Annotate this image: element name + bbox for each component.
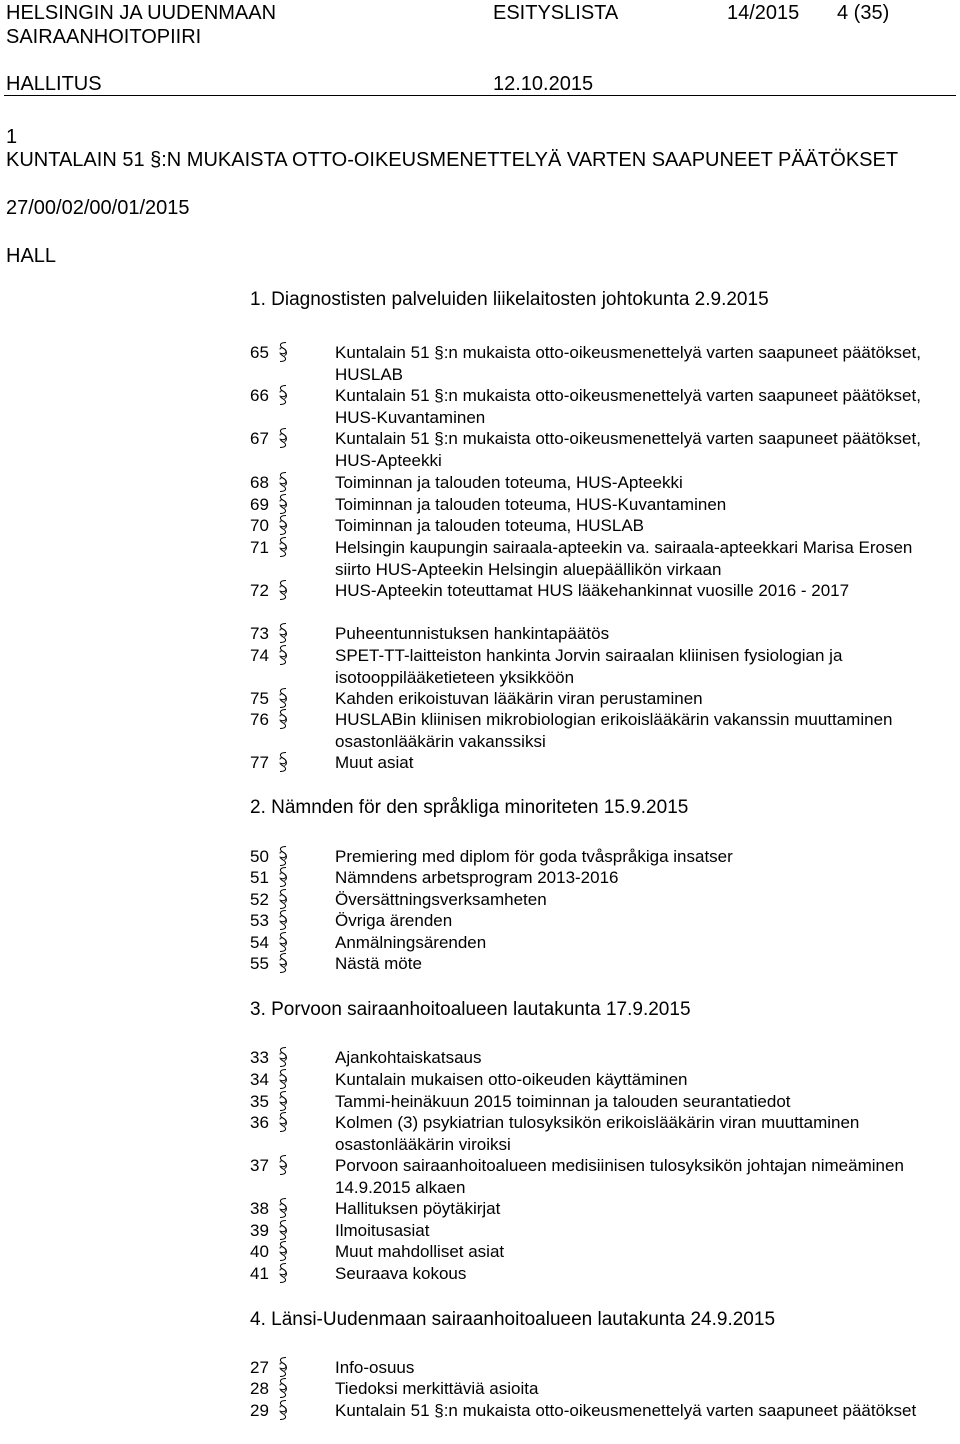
section-title: 2. Nämnden för den språkliga minoriteten 15.9.2015 [250,797,689,818]
section-sign-icon [277,1356,289,1378]
section-item-text: Hallituksen pöytäkirjat [335,1199,501,1218]
section-sign-icon [277,493,289,515]
section-item-text: Nämndens arbetsprogram 2013-2016 [335,868,619,887]
section-sign-icon [277,1111,289,1133]
section-sign-icon [277,888,289,910]
section-sign-icon [277,1377,289,1399]
section-item-number: 73 [250,624,269,643]
section-item-text: Premiering med diplom för goda tvåspråkiga insatser [335,847,733,866]
doc-number: 14/2015 [727,2,800,24]
section-sign-icon [277,536,289,558]
section-item-text: Kolmen (3) psykiatrian tulosyksikön erikoislääkärin viran muuttaminen osastonlääkärin viroiksi [335,1113,860,1154]
section-sign-icon [277,909,289,931]
section-item-text: Kuntalain 51 §:n mukaista otto-oikeusmenettelyä varten saapuneet päätökset [335,1401,917,1420]
section-sign-icon [277,931,289,953]
section-sign-icon [277,579,289,601]
section-item-text: Kuntalain 51 §:n mukaista otto-oikeusmenettelyä varten saapuneet päätökset, HUSLAB [335,343,921,384]
header-divider [4,95,956,96]
section-sign-icon [277,384,289,406]
section-item-number: 29 [250,1401,269,1420]
section-item-text: SPET-TT-laitteiston hankinta Jorvin sairaalan kliinisen fysiologian ja isotooppilääketieteen yksikköön [335,646,843,687]
item-title: KUNTALAIN 51 §:N MUKAISTA OTTO-OIKEUSMENETTELYÄ VARTEN SAAPUNEET PÄÄTÖKSET [6,149,899,171]
section-sign-icon [277,751,289,773]
section-sign-icon [277,622,289,644]
section-item-text: Porvoon sairaanhoitoalueen medisiinisen tulosyksikön johtajan nimeäminen 14.9.2015 alkaen [335,1156,904,1197]
section-item-number: 72 [250,581,269,600]
meeting-date: 12.10.2015 [493,73,594,95]
section-item-text: Muut asiat [335,753,414,772]
section-item-text: Muut mahdolliset asiat [335,1242,505,1261]
section-sign-icon [277,1399,289,1421]
section-sign-icon [277,471,289,493]
section-item-number: 39 [250,1221,269,1240]
section-sign-icon [277,427,289,449]
section-sign-icon [277,644,289,666]
section-item-number: 38 [250,1199,269,1218]
section-title: 4. Länsi-Uudenmaan sairaanhoitoalueen lautakunta 24.9.2015 [250,1309,776,1330]
section-sign-icon [277,341,289,363]
section-item-text: Ajankohtaiskatsaus [335,1048,482,1067]
section-item-number: 35 [250,1092,269,1111]
section-sign-icon [277,1046,289,1068]
section-item-text: Kuntalain mukaisen otto-oikeuden käyttäminen [335,1070,688,1089]
section-item-text: Info-osuus [335,1358,415,1377]
section-item-text: Anmälningsärenden [335,933,487,952]
section-item-number: 67 [250,429,269,448]
section-title: 1. Diagnostisten palveluiden liikelaitosten johtokunta 2.9.2015 [250,289,769,310]
section-sign-icon [277,1262,289,1284]
section-sign-icon [277,514,289,536]
section-item-text: Nästä möte [335,954,422,973]
section-item-text: Toiminnan ja talouden toteuma, HUSLAB [335,516,645,535]
section-item-number: 52 [250,890,269,909]
item-number: 1 [6,126,18,148]
section-item-number: 34 [250,1070,269,1089]
section-item-text: Ilmoitusasiat [335,1221,430,1240]
section-item-number: 71 [250,538,269,557]
section-item-number: 70 [250,516,269,535]
section-sign-icon [277,845,289,867]
section-item-text: Puheentunnistuksen hankintapäätös [335,624,610,643]
section-item-number: 50 [250,847,269,866]
doc-type: ESITYSLISTA [493,2,619,24]
section-item-number: 28 [250,1379,269,1398]
section-item-text: Översättningsverksamheten [335,890,547,909]
org-name-line2: SAIRAANHOITOPIIRI [6,26,202,48]
section-item-text: Övriga ärenden [335,911,453,930]
org-name-line1: HELSINGIN JA UUDENMAAN [6,2,277,24]
section-item-number: 54 [250,933,269,952]
section-item-number: 55 [250,954,269,973]
section-item-number: 37 [250,1156,269,1175]
section-item-number: 77 [250,753,269,772]
section-sign-icon [277,687,289,709]
section-title: 3. Porvoon sairaanhoitoalueen lautakunta 17.9.2015 [250,999,691,1020]
section-sign-icon [277,708,289,730]
section-sign-icon [277,1090,289,1112]
section-sign-icon [277,1068,289,1090]
section-sign-icon [277,1240,289,1262]
section-sign-icon [277,1197,289,1219]
section-item-text: Kahden erikoistuvan lääkärin viran perustaminen [335,689,703,708]
section-item-text: HUSLABin kliinisen mikrobiologian erikoislääkärin vakanssin muuttaminen osastonlääkärin vakanssiksi [335,710,893,751]
section-item-text: Seuraava kokous [335,1264,467,1283]
section-item-text: Tiedoksi merkittäviä asioita [335,1379,539,1398]
section-item-text: Tammi-heinäkuun 2015 toiminnan ja talouden seurantatiedot [335,1092,791,1111]
section-item-number: 51 [250,868,269,887]
section-sign-icon [277,1219,289,1241]
section-sign-icon [277,952,289,974]
section-item-number: 65 [250,343,269,362]
section-sign-icon [277,866,289,888]
section-item-number: 41 [250,1264,269,1283]
section-item-number: 74 [250,646,269,665]
section-item-number: 33 [250,1048,269,1067]
section-item-number: 68 [250,473,269,492]
section-item-text: Kuntalain 51 §:n mukaista otto-oikeusmenettelyä varten saapuneet päätökset, HUS-Apteekki [335,429,921,470]
page-number: 4 (35) [837,2,890,24]
section-item-number: 66 [250,386,269,405]
section-item-text: Helsingin kaupungin sairaala-apteekin va. sairaala-apteekkari Marisa Erosen siirto HUS-Apteekin Helsingin aluepäällikön virkaan [335,538,913,579]
section-item-number: 76 [250,710,269,729]
section-item-number: 69 [250,495,269,514]
section-item-number: 40 [250,1242,269,1261]
section-item-text: Toiminnan ja talouden toteuma, HUS-Kuvantaminen [335,495,727,514]
section-item-number: 27 [250,1358,269,1377]
section-item-number: 75 [250,689,269,708]
item-unit: HALL [6,245,57,267]
board-name: HALLITUS [6,73,102,95]
section-item-text: Toiminnan ja talouden toteuma, HUS-Apteekki [335,473,683,492]
item-reference: 27/00/02/00/01/2015 [6,197,190,219]
section-item-number: 53 [250,911,269,930]
section-sign-icon [277,1154,289,1176]
section-item-number: 36 [250,1113,269,1132]
section-item-text: Kuntalain 51 §:n mukaista otto-oikeusmenettelyä varten saapuneet päätökset, HUS-Kuvantaminen [335,386,921,427]
section-item-text: HUS-Apteekin toteuttamat HUS lääkehankinnat vuosille 2016 - 2017 [335,581,850,600]
